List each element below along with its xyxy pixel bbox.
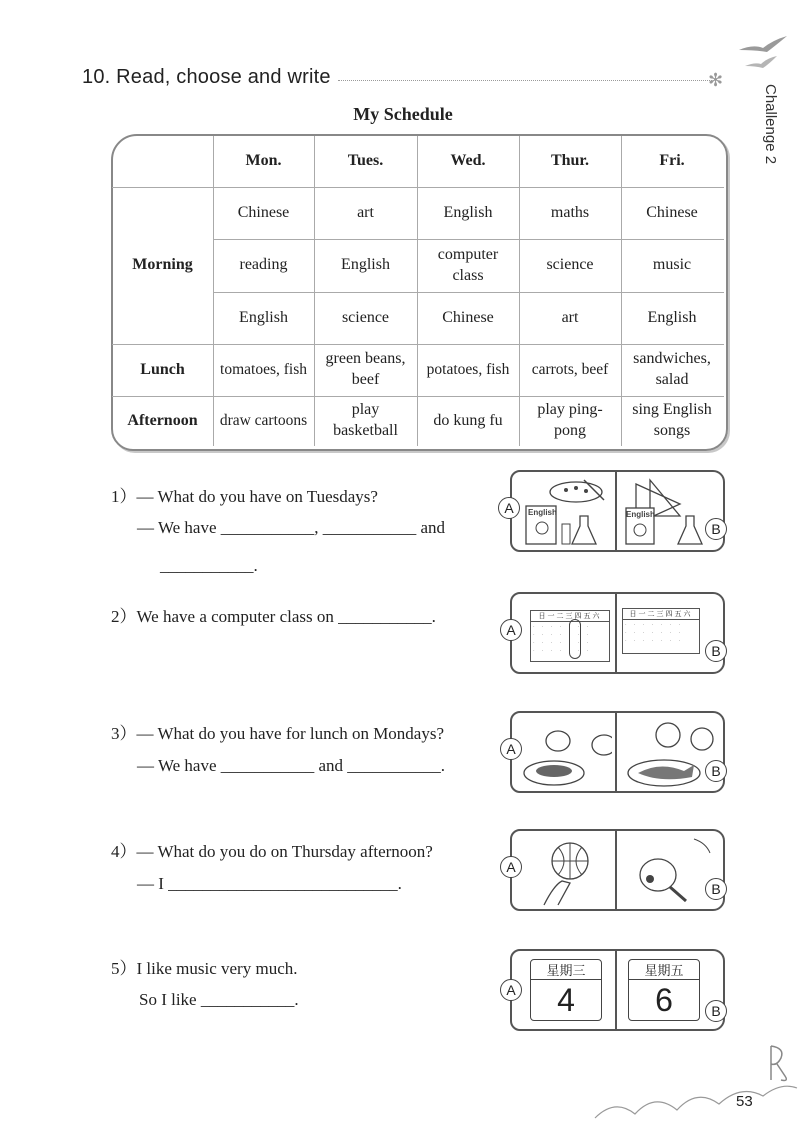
schedule-cell: potatoes, fish (426, 360, 510, 378)
grid-line (213, 292, 724, 293)
day-header: Fri. (659, 151, 685, 169)
book-label: English (626, 510, 655, 519)
calendar-a (530, 610, 610, 662)
schedule-cell: English (443, 203, 493, 221)
picture-panel-5 (510, 949, 725, 1031)
calendar-header: 日一二三四五六 (623, 609, 699, 620)
option-b-marker[interactable]: B (705, 640, 727, 662)
schedule-cell: maths (550, 203, 590, 221)
schedule-cell: Chinese (442, 308, 494, 326)
schedule-cell: tomatoes, fish (220, 360, 307, 378)
schedule-cell: Chinese (646, 203, 698, 221)
schedule-cell: computer class (437, 245, 499, 284)
book-label: English (528, 508, 557, 517)
calendar-b (622, 608, 700, 654)
page-number: 53 (736, 1093, 753, 1110)
schedule-cell: English (239, 308, 288, 326)
calendar-dates: · · · · · · · · · · · · · · · · · · · · · (625, 623, 684, 644)
day-header: Tues. (347, 151, 384, 169)
schedule-cell: music (652, 256, 692, 274)
calendar-highlight (569, 619, 581, 659)
option-a-marker[interactable]: A (500, 856, 522, 878)
schedule-table (0, 0, 800, 460)
option-b-marker[interactable]: B (705, 878, 727, 900)
grid-line (112, 396, 724, 397)
row-label-morning: Morning (132, 256, 193, 274)
day-calendar-b (628, 959, 700, 1021)
option-a-marker[interactable]: A (500, 738, 522, 760)
picture-panel-2 (510, 592, 725, 674)
ping-pong-illustration (620, 835, 718, 907)
question-1-line-1: 1）— What do you have on Tuesdays? (111, 487, 378, 506)
schedule-cell: play ping-pong (537, 401, 603, 439)
schedule-cell: sandwiches, salad (633, 350, 711, 388)
day-header: Mon. (245, 151, 282, 169)
row-label-lunch: Lunch (140, 360, 185, 378)
schedule-cell: art (357, 203, 374, 221)
picture-panel-4 (510, 829, 725, 911)
side-section-label: Challenge 2 (762, 84, 779, 165)
row-label-afternoon: Afternoon (127, 411, 198, 429)
picture-panel-1 (510, 470, 725, 552)
schedule-cell: Chinese (237, 203, 290, 221)
schedule-cell: carrots, beef (531, 360, 609, 378)
calendar-header: 日一二三四五六 (531, 611, 609, 622)
option-a-marker[interactable]: A (498, 497, 520, 519)
schedule-title: My Schedule (353, 104, 453, 124)
schedule-cell: play basketball (333, 401, 398, 439)
question-5-line-1: 5）I like music very much. (111, 959, 298, 978)
day-calendar-date: 4 (557, 982, 575, 1018)
grid-line (112, 187, 724, 188)
grid-line (112, 344, 724, 345)
question-3-line-1: 3）— What do you have for lunch on Mondays? (111, 724, 445, 743)
flower-icon: ✻ (708, 70, 724, 90)
question-3-line-2[interactable]: — We have ___________ and ___________. (137, 756, 446, 775)
option-b-marker[interactable]: B (705, 760, 727, 782)
potatoes-and-beef-illustration (518, 717, 612, 789)
basketball-illustration (518, 835, 612, 907)
option-b-marker[interactable]: B (705, 518, 727, 540)
option-a-marker[interactable]: A (500, 979, 522, 1001)
grid-line (213, 239, 724, 240)
question-4-line-2[interactable]: — I ___________________________. (137, 874, 402, 893)
schedule-cell: sing English songs (632, 401, 712, 439)
grid-line (417, 136, 418, 446)
schedule-cell: art (561, 308, 579, 326)
day-calendar-weekday: 星期三 (531, 960, 601, 980)
question-1-line-2[interactable]: — We have ___________, ___________ and (137, 518, 446, 537)
schedule-cell: English (341, 256, 390, 274)
grid-line (213, 136, 214, 446)
calendar-dates: · · · · · · · · · · · · · · · · · · · · · · · · · · · · (533, 625, 592, 654)
schedule-cell: science (546, 256, 594, 274)
day-header: Wed. (450, 151, 486, 169)
question-2-line-1[interactable]: 2）We have a computer class on ___________. (111, 607, 436, 626)
day-calendar-a (530, 959, 602, 1021)
footer-waves-decoration (585, 1040, 800, 1129)
day-calendar-date: 6 (655, 982, 673, 1018)
question-1-line-3[interactable]: ___________. (160, 556, 258, 575)
picture-panel-3 (510, 711, 725, 793)
schedule-cell: draw cartoons (219, 411, 308, 429)
exercise-heading: 10. Read, choose and write (82, 66, 331, 88)
tomatoes-and-fish-illustration (620, 717, 718, 789)
schedule-cell: do kung fu (433, 411, 503, 429)
question-4-line-1: 4）— What do you do on Thursday afternoon? (111, 842, 433, 861)
day-header: Thur. (550, 151, 590, 169)
schedule-cell: English (647, 308, 697, 326)
grid-line (621, 136, 622, 446)
question-5-line-2[interactable]: So I like ___________. (139, 990, 299, 1009)
schedule-cell: reading (239, 256, 288, 274)
option-a-marker[interactable]: A (500, 619, 522, 641)
grid-line (519, 136, 520, 446)
day-calendar-weekday: 星期五 (629, 960, 699, 980)
schedule-cell: science (341, 308, 390, 326)
option-b-marker[interactable]: B (705, 1000, 727, 1022)
schedule-cell: green beans, beef (325, 350, 406, 388)
grid-line (314, 136, 315, 446)
